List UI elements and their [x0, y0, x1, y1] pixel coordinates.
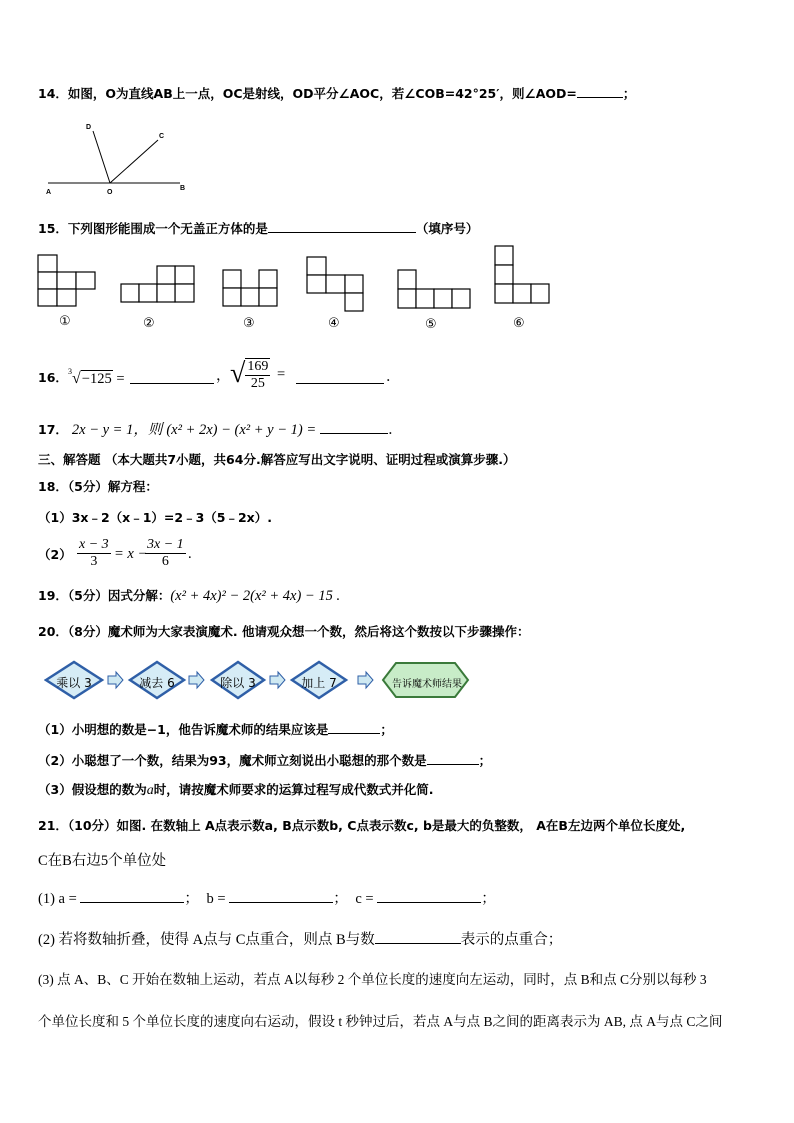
- q15-end: （填序号）: [415, 221, 479, 236]
- net-label-1: ①: [59, 314, 71, 329]
- label-a: A: [46, 189, 52, 196]
- q14-end: ；: [622, 86, 636, 101]
- q14-statement: 14．如图，O为直线AB上一点，OC是射线，OD平分∠AOC，若∠COB=42°25′，则∠AOD=: [38, 86, 577, 101]
- q18-frac1-num: x − 3: [79, 537, 109, 552]
- q18-frac2-num: 3x − 1: [147, 537, 184, 552]
- q20-p2-text: （2）小聪想了一个数，结果为93，魔术师立刻说出小聪想的那个数是: [38, 753, 427, 768]
- q17-end: ．: [388, 422, 403, 438]
- sqrt-denominator: 25: [250, 376, 265, 391]
- q15-nets: [36, 244, 556, 314]
- q20-p1-blank[interactable]: [328, 720, 380, 734]
- q21-p1-c: c =: [355, 891, 374, 907]
- q21-line1: 21．（10分）如图. 在数轴上 A点表示数a, B点示数b, C点表示数c, b是最大的负整数， A在B左边两个单位长度处,: [38, 818, 686, 833]
- net-label-6: ⑥: [513, 316, 525, 331]
- flow-arrow-3: [270, 672, 285, 688]
- q17-expression: (x² + 2x) − (x² + y − 1) =: [166, 422, 317, 438]
- cbrt-index: 3: [68, 367, 72, 376]
- q14-answer-blank[interactable]: [577, 84, 623, 98]
- q21-p1-sep1: ；: [184, 891, 199, 907]
- label-c: C: [159, 133, 165, 140]
- q21-p2-b: 表示的点重合；: [460, 932, 563, 948]
- ray-od: [93, 131, 110, 183]
- label-b: B: [180, 185, 186, 192]
- ray-oc: [110, 140, 158, 183]
- q21-part3-line1: (3) 点 A、B、C 开始在数轴上运动，若点 A以每秒 2 个单位长度的速度向左运动，同时，点 B和点 C分别以每秒 3: [38, 972, 707, 987]
- q20-head: 20．（8分）魔术师为大家表演魔术. 他请观众想一个数，然后将这个数按以下步骤操作：: [38, 624, 530, 639]
- net-label-3: ③: [243, 316, 255, 331]
- q20-p1-end: ；: [380, 722, 393, 737]
- q17-answer-blank[interactable]: [320, 420, 388, 434]
- q18-p2-prefix: （2）: [38, 547, 72, 562]
- q15-statement: 15．下列图形能围成一个无盖正方体的是: [38, 221, 268, 236]
- flow-arrow-1: [108, 672, 123, 688]
- q19-head: 19．（5分）因式分解：: [38, 588, 171, 603]
- flow-arrow-2: [189, 672, 204, 688]
- net-4: [307, 257, 363, 311]
- q21-part1: [38, 889, 496, 907]
- q21-p1-end: ；: [481, 891, 496, 907]
- q20-p3-var: a: [146, 783, 154, 798]
- flow-step-4-label: 加上 7: [301, 676, 337, 690]
- q16-number: 16．: [38, 370, 68, 385]
- q21-blank-a[interactable]: [80, 889, 184, 903]
- q16-end: ．: [386, 369, 401, 385]
- net-1: [38, 255, 95, 306]
- flow-result-label: 告诉魔术师结果: [392, 679, 462, 690]
- label-d: D: [86, 124, 92, 131]
- net-2: [121, 266, 194, 302]
- q16-answer-blank-1[interactable]: [130, 370, 214, 384]
- q21-p1-sep2: ；: [333, 891, 348, 907]
- label-o: O: [107, 189, 113, 196]
- q21-blank-b[interactable]: [229, 889, 333, 903]
- q21-p1-b: b =: [206, 891, 226, 907]
- q20-part2: [38, 751, 491, 769]
- net-3: [223, 270, 277, 306]
- q21-blank-c[interactable]: [377, 889, 481, 903]
- q15-answer-blank[interactable]: [268, 219, 416, 233]
- q20-p2-end: ；: [478, 753, 492, 768]
- q21-blank-fold[interactable]: [375, 930, 461, 944]
- q21-part2: [38, 930, 562, 948]
- q20-part1: [38, 720, 393, 738]
- q17-text: [38, 420, 403, 438]
- net-6: [495, 246, 549, 303]
- flow-step-2-label: 减去 6: [139, 676, 175, 690]
- net-label-2: ②: [143, 316, 155, 331]
- q18-p2-mid: = x −: [114, 546, 148, 562]
- flow-step-1-label: 乘以 3: [56, 676, 92, 690]
- flow-step-3-label: 除以 3: [220, 676, 256, 690]
- q21-part3-line2: 个单位长度和 5 个单位长度的速度向右运动，假设 t 秒钟过后，若点 A与点 B之间的距离表示为 AB, 点 A与点 C之间: [38, 1014, 723, 1029]
- q20-p3-b: 时，请按魔术师要求的运算过程写成代数式并化简.: [153, 782, 434, 797]
- q20-p3-a: （3）假设想的数为: [38, 782, 147, 797]
- net-5: [398, 270, 470, 308]
- q17-condition: 2x − y = 1，则: [71, 422, 163, 438]
- flow-arrow-4: [358, 672, 373, 688]
- q16-sqrt: √ $\frac{169}{25}$ =: [230, 358, 286, 391]
- net-label-5: ⑤: [425, 317, 437, 332]
- net-label-4: ④: [328, 316, 340, 331]
- q20-part3: [38, 782, 433, 799]
- q21-p1-a: (1) a =: [38, 891, 77, 907]
- q14-text: [38, 84, 635, 102]
- q18-frac1-den: 3: [90, 554, 98, 569]
- q16-answer-blank-2[interactable]: [296, 370, 384, 384]
- q19-text: [38, 588, 340, 604]
- q20-p1-text: （1）小明想的数是−1，他告诉魔术师的结果应该是: [38, 722, 329, 737]
- q16-sep: ，: [216, 368, 231, 384]
- q21-line2: C在B右边5个单位处: [38, 853, 167, 869]
- q16-cbrt: $^3$√−125 =: [68, 367, 125, 387]
- section-3-title: 三、解答题 （本大题共7小题，共64分.解答应写出文字说明、证明过程或演算步骤.）: [38, 452, 516, 467]
- q21-p2-a: (2) 若将数轴折叠，使得 A点与 C点重合，则点 B与数: [38, 932, 375, 948]
- q14-figure: [40, 118, 200, 198]
- q18-frac2-den: 6: [161, 554, 169, 569]
- sqrt-numerator: 169: [247, 359, 269, 374]
- q15-text: [38, 219, 478, 237]
- q18-p2-end: .: [188, 546, 192, 562]
- q19-expression: (x² + 4x)² − 2(x² + 4x) − 15 .: [170, 588, 341, 604]
- q18-part1: （1）3x﹣2（x﹣1）=2﹣3（5﹣2x）.: [38, 510, 272, 525]
- q20-p2-blank[interactable]: [427, 751, 479, 765]
- q17-number: 17．: [38, 422, 68, 437]
- q18-head: 18．（5分）解方程：: [38, 479, 158, 494]
- cbrt-radicand: −125: [81, 370, 112, 387]
